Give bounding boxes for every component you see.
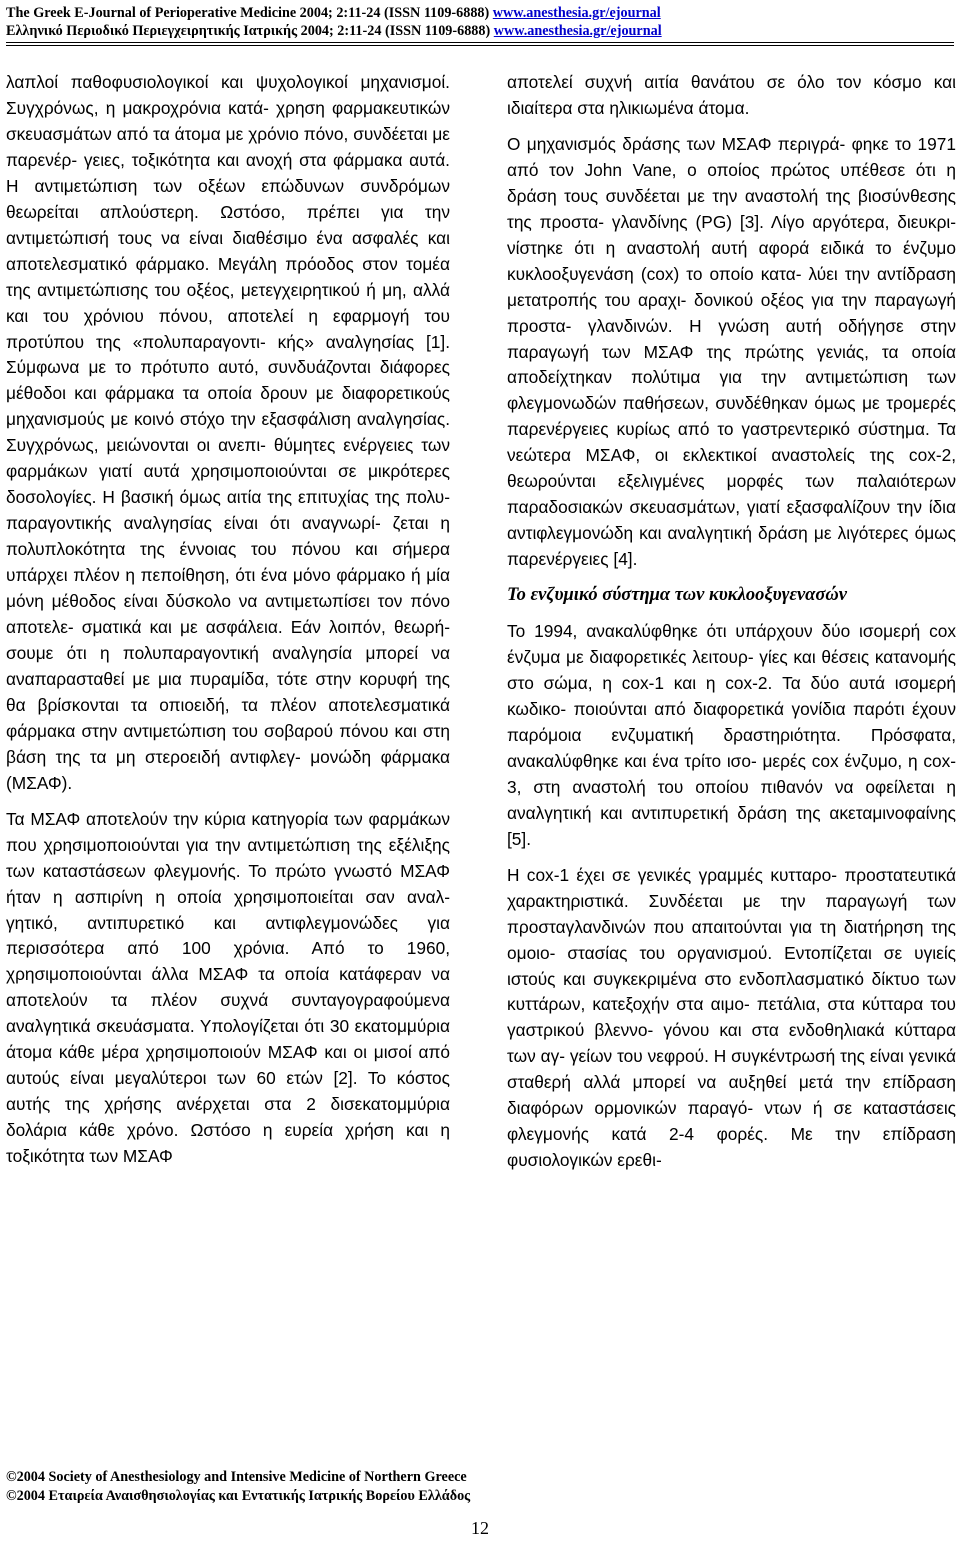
journal-url-link[interactable]: www.anesthesia.gr/ejournal bbox=[492, 5, 661, 21]
header-line-greek bbox=[6, 22, 956, 40]
journal-header bbox=[6, 4, 956, 40]
header-divider bbox=[6, 42, 954, 43]
copyright-english: ©2004 Society of Anesthesiology and Intensive Medicine of Northern Greece bbox=[6, 1469, 467, 1485]
page-number: 12 bbox=[471, 1518, 489, 1538]
copyright-greek: ©2004 Εταιρεία Αναισθησιολογίας και Εντατικής Ιατρικής Βορείου Ελλάδος bbox=[6, 1488, 471, 1504]
header-citation-greek: Ελληνικό Περιοδικό Περιεγχειρητικής Ιατρικής 2004; 2:11-24 (ISSN 1109-6888) bbox=[6, 23, 491, 39]
paragraph-nsaids-usage: Τα ΜΣΑΦ αποτελούν την κύρια κατηγορία των φαρμάκων που χρησιμοποιούνται για την αντιμετώπιση της εξέλιξης των καταστάσεων φλεγμονής. Το πρώτο γνωστό ΜΣΑΦ ήταν η ασπιρίνη η οποία χρησιμοποιείται σαν αναλ- γητικό, αντιπυρετικό και αντιφλεγμονώδες για περισσότερα από 100 χρόνια. Από το 1960, χρησιμοποιούνται άλλα ΜΣΑΦ τα οποία κατάφεραν να αποτελούν τα πλέον συχνά συνταγογραφούμενα αναλγητικά σκευάσματα. Υπολογίζεται ότι 30 εκατομμύρια άτομα κάθε μέρα χρησιμοποιούν ΜΣΑΦ και οι μισοί από αυτούς είναι μεγαλύτεροι των 60 ετών [2]. Το κόστος αυτής της χρήσης ανέρχεται στα 2 δισεκατομμύρια δολάρια κάθε χρόνο. Ωστόσο η ευρεία χρήση και η τοξικότητα των ΜΣΑΦ bbox=[6, 808, 450, 1167]
header-line-english bbox=[6, 4, 956, 22]
paragraph-multimodal-analgesia: λαπλοί παθοφυσιολογικοί και ψυχολογικοί μηχανισμοί. Συγχρόνως, η μακροχρόνια κατά- χρηση φαρμακευτικών σκευασμάτων από τα άτομα με χρόνιο πόνο, συνδέεται με παρενέρ- γειες, τοξικότητα και ανοχή στα φάρμακα αυτά. Η αντιμετώπιση των οξέων επώδυνων συνδρόμων θεωρείται απλούστερη. Ωστόσο, πρέπει για την αντιμετώπισή τους να είναι διαθέσιμο ένα ασφαλές και αποτελεσματικό φάρμακο. Μεγάλη πρόοδος στον τομέα της αντιμετώπισης του οξέος, μετεγχειρητικού ή μη, αλλά και του χρόνιου πόνου, αποτελεί η εφαρμογή του προτύπου της «πολυπαραγοντι- κής» αναλγησίας [1]. Σύμφωνα με το πρότυπο αυτό, συνδυάζονται διάφορες μέθοδοι και φάρμακα τα οποία δρουν με διαφορετικούς μηχανισμούς με κοινό στόχο την εξασφάλιση αναλγησίας. Συγχρόνως, μειώνονται οι ανεπι- θύμητες ενέργειες των φαρμάκων γιατί αυτά χρησιμοποιούνται σε μικρότερες δοσολογίες. Η βασική όμως αιτία της επιτυχίας της πολυ- παραγοντικής αναλγησίας είναι ότι αναγνωρί- ζεται η πολυπλοκότητα της έννοιας του πόνου και σήμερα υπάρχει πλέον η πεποίθηση, ότι ένα μόνο φάρμακο ή μία μόνη μέθοδος είναι δύσκολο να αντιμετωπίσει τον πόνο αποτελε- σματικά και με ασφάλεια. Εάν λοιπόν, θεωρή- σουμε ότι η πολυπαραγοντική αναλγησία μπορεί να αναπαρασταθεί με μια πυραμίδα, τότε στην κορυφή της θα βρίσκονται τα οπιοειδή, τα πλέον αποτελεσματικά φάρμακα στην αντιμετώπιση του σοβαρού πόνου και στη βάση της τα μη στεροειδή αντιφλεγ- μονώδη φάρμακα (ΜΣΑΦ). bbox=[6, 72, 450, 793]
paragraph-cox-isoforms: Το 1994, ανακαλύφθηκε ότι υπάρχουν δύο ισομερή cox ένζυμα με διαφορετικές λειτουρ- γίες και θέσεις κατανομής στο σώμα, η cox-1 και η cox-2. Τα δύο αυτά ισομερή κωδικο- ποιούνται από διαφορετικά γονίδια παρότι έχουν παρόμοια ενζυματική δραστηριότητα. Πρόσφατα, ανακαλύφθηκε και ένα τρίτο ισο- μερές cox ένζυμο, η cox-3, στη αναστολή του οποίου πιθανόν να οφείλεται η αναλγητική και αντιπυρετική δράση της ακεταμινοφαίνης [5]. bbox=[507, 621, 956, 849]
left-column bbox=[6, 70, 450, 1170]
copyright-footer bbox=[6, 1468, 470, 1506]
paragraph-mortality: αποτελεί συχνή αιτία θανάτου σε όλο τον κόσμο και ιδιαίτερα στα ηλικιωμένα άτομα. bbox=[507, 72, 956, 118]
paragraph-mechanism: Ο μηχανισμός δράσης των ΜΣΑΦ περιγρά- φηκε το 1971 από τον John Vane, ο οποίος πρώτος υπέθεσε ότι η δράση τους συνδέεται με την αναστολή της βιοσύνθεσης της προστα- γλανδίνης (PG) [3]. Λίγο αργότερα, διευκρι- νίστηκε ότι η αναστολή αυτή αφορά ειδικά το ένζυμο κυκλοοξυγενάση (cox) το οποίο κατα- λύει την αντίδραση μετατροπής του αραχι- δονικού οξέος για την παραγωγή προστα- γλανδινών. Η γνώση αυτή οδήγησε στην παραγωγή των ΜΣΑΦ της πρώτης γενιάς, τα οποία αποδείχτηκαν πολύτιμα για την αντιμετώπιση των φλεγμονωδών παθήσεων, συνδέθηκαν όμως με τρομερές παρενέργειες κυρίως από το γαστρεντερικό σύστημα. Τα νεώτερα ΜΣΑΦ, οι εκλεκτικοί αναστολείς της cox-2, θεωρούνται εξελιγμένες μορφές των παλαιότερων παραδοσιακών σκευασμάτων, γιατί εξασφαλίζουν την ίδια αντιφλεγμονώδη και αναλγητική δράση με λιγότερες όμως παρενέργειες [4]. bbox=[507, 133, 956, 570]
journal-url-link-greek[interactable]: www.anesthesia.gr/ejournal bbox=[493, 23, 662, 39]
header-divider-second bbox=[6, 45, 954, 46]
paragraph-cox1: Η cox-1 έχει σε γενικές γραμμές κυτταρο- προστατευτικά χαρακτηριστικά. Συνδέεται με την παραγωγή των προσταγλανδινών που απαιτούνται για τη διατήρηση της ομοιο- στασίας του οργανισμού. Εντοπίζεται σε υγιείς ιστούς και συγκεκριμένα στο ενδοπλασματικό δίκτυο των κυττάρων, κατεξοχήν στα αιμο- πετάλια, στα κύτταρα του γαστρικού βλεννο- γόνου και στα ενδοθηλιακά κύτταρα των αγ- γείων του νεφρού. Η συγκέντρωσή της είναι γενικά σταθερή αλλά μπορεί να αυξηθεί μετά την επίδραση διαφόρων ορμονικών παραγό- ντων ή σε καταστάσεις φλεγμονής κατά 2-4 φορές. Με την επίδραση φυσιολογικών ερεθι- bbox=[507, 864, 956, 1171]
header-citation-english: The Greek E-Journal of Perioperative Medicine 2004; 2:11-24 (ISSN 1109-6888) bbox=[6, 5, 490, 21]
right-column bbox=[507, 70, 956, 1174]
section-heading-cox-enzymes: Το ενζυμικό σύστημα των κυκλοοξυγενασών bbox=[507, 585, 847, 606]
